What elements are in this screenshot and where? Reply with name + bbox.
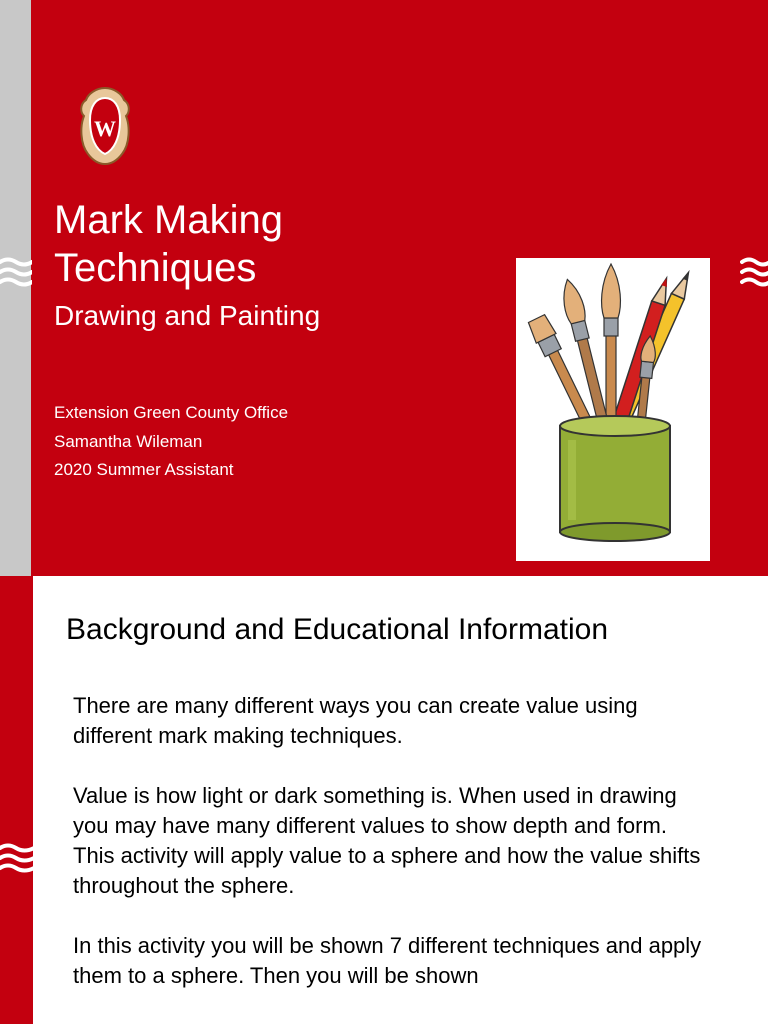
slide-subtitle: Drawing and Painting	[54, 300, 321, 331]
info-presenter: Samantha Wileman	[54, 431, 203, 451]
slide-title	[54, 196, 434, 292]
university-crest-logo	[78, 86, 132, 166]
background-info-slide	[0, 576, 768, 1024]
paragraph-1: There are many different ways you can create value using different mark making techniques.	[73, 693, 638, 748]
side-wave-icon	[0, 842, 34, 876]
paragraph-3: In this activity you will be shown 7 different techniques and apply them to a sphere. Then you will be shown	[73, 933, 702, 988]
paragraph-2: Value is how light or dark something is. When used in drawing you may have many different values to show depth and form. This activity will apply value to a sphere and how the value shifts throughout the sphere.	[73, 783, 701, 898]
crest-letter: W	[94, 116, 116, 141]
section-heading: Background and Educational Information	[66, 613, 609, 646]
info-office: Extension Green County Office	[54, 403, 289, 422]
left-red-strip	[0, 576, 33, 1024]
brushes-in-cup-icon	[516, 258, 710, 561]
body-text	[73, 691, 713, 1021]
right-wave-icon	[740, 256, 768, 290]
title-line-1: Mark Making	[54, 198, 283, 242]
presenter-info	[54, 399, 288, 485]
title-line-2: Techniques	[54, 246, 257, 290]
info-role: 2020 Summer Assistant	[54, 460, 234, 479]
left-wave-icon	[0, 256, 32, 290]
art-supplies-image	[516, 258, 710, 561]
